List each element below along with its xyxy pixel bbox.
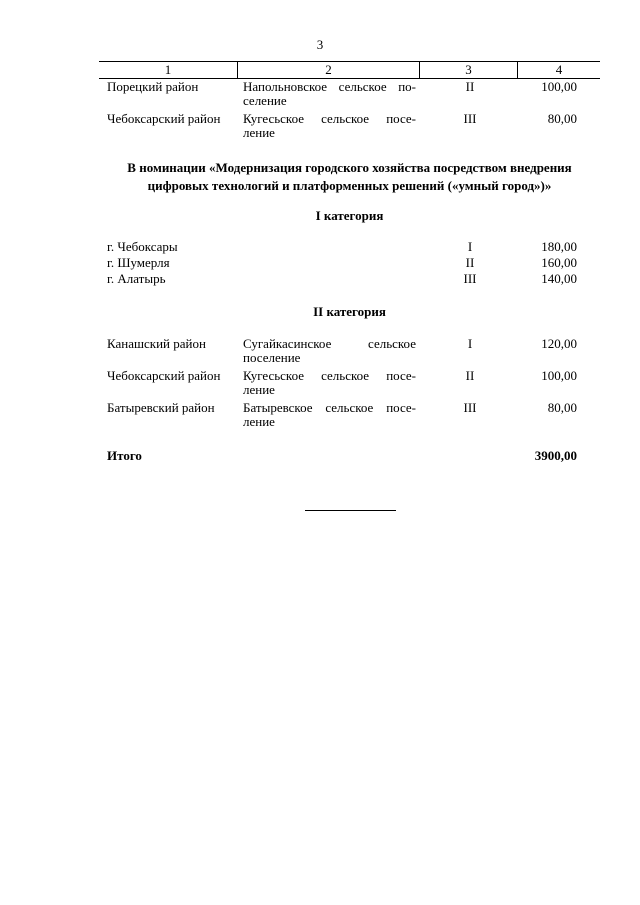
amount-value: 100,00	[541, 368, 577, 383]
city-name: г. Алатырь	[107, 271, 166, 286]
settlement-line-1: Батыревское сельское посе-	[243, 400, 416, 415]
amount-value: 180,00	[541, 239, 577, 254]
city-name: г. Чебоксары	[107, 239, 178, 254]
total-amount: 3900,00	[534, 448, 577, 463]
place-value: II	[465, 368, 475, 383]
settlement-line-1: Сугайкасинское сельское	[243, 336, 416, 351]
amount-value: 120,00	[541, 336, 577, 351]
settlement-line-1: Кугесьское сельское посе-	[243, 111, 416, 126]
amount-value: 140,00	[541, 271, 577, 286]
total-label: Итого	[107, 448, 142, 463]
settlement-line-1: Кугесьское сельское посе-	[243, 368, 416, 383]
amount-value: 80,00	[547, 400, 577, 415]
settlement-name	[243, 401, 416, 429]
category-2-title: II категория	[313, 304, 386, 319]
nomination-line-1: В номинации «Модернизация городского хозяйства посредством внедрения	[127, 160, 572, 175]
settlement-name	[243, 337, 416, 365]
amount-value: 80,00	[547, 111, 577, 126]
settlement-line-2: селение	[243, 93, 287, 108]
closing-rule	[305, 510, 396, 511]
place-value: III	[463, 400, 477, 415]
settlement-line-2: ление	[243, 382, 275, 397]
amount-value: 100,00	[541, 79, 577, 94]
amount-value: 160,00	[541, 255, 577, 270]
place-value: III	[463, 111, 477, 126]
city-name: г. Шумерля	[107, 255, 170, 270]
district-name: Канашский район	[107, 336, 206, 351]
district-name: Чебоксарский район	[107, 368, 221, 383]
settlement-name	[243, 112, 416, 140]
place-value: I	[467, 239, 473, 254]
place-value: I	[467, 336, 473, 351]
category-1-title: I категория	[315, 208, 384, 223]
header-col-1: 1	[164, 62, 172, 77]
header-col-3: 3	[465, 62, 472, 77]
header-col-4: 4	[555, 62, 563, 77]
settlement-line-2: ление	[243, 125, 275, 140]
settlement-line-2: поселение	[243, 350, 301, 365]
place-value: III	[463, 271, 477, 286]
district-name: Порецкий район	[107, 79, 199, 94]
settlement-name	[243, 369, 416, 397]
place-value: II	[465, 255, 475, 270]
district-name: Батыревский район	[107, 400, 215, 415]
place-value: II	[465, 79, 475, 94]
settlement-line-1: Напольновское сельское по-	[243, 79, 416, 94]
nomination-line-2: цифровых технологий и платформенных решений («умный город»)»	[147, 178, 552, 193]
settlement-line-2: ление	[243, 414, 275, 429]
table-header-row	[99, 61, 600, 79]
settlement-name	[243, 80, 416, 108]
header-col-2: 2	[325, 62, 332, 77]
nomination-heading	[99, 159, 600, 195]
page-number: 3	[316, 37, 324, 52]
district-name: Чебоксарский район	[107, 111, 221, 126]
